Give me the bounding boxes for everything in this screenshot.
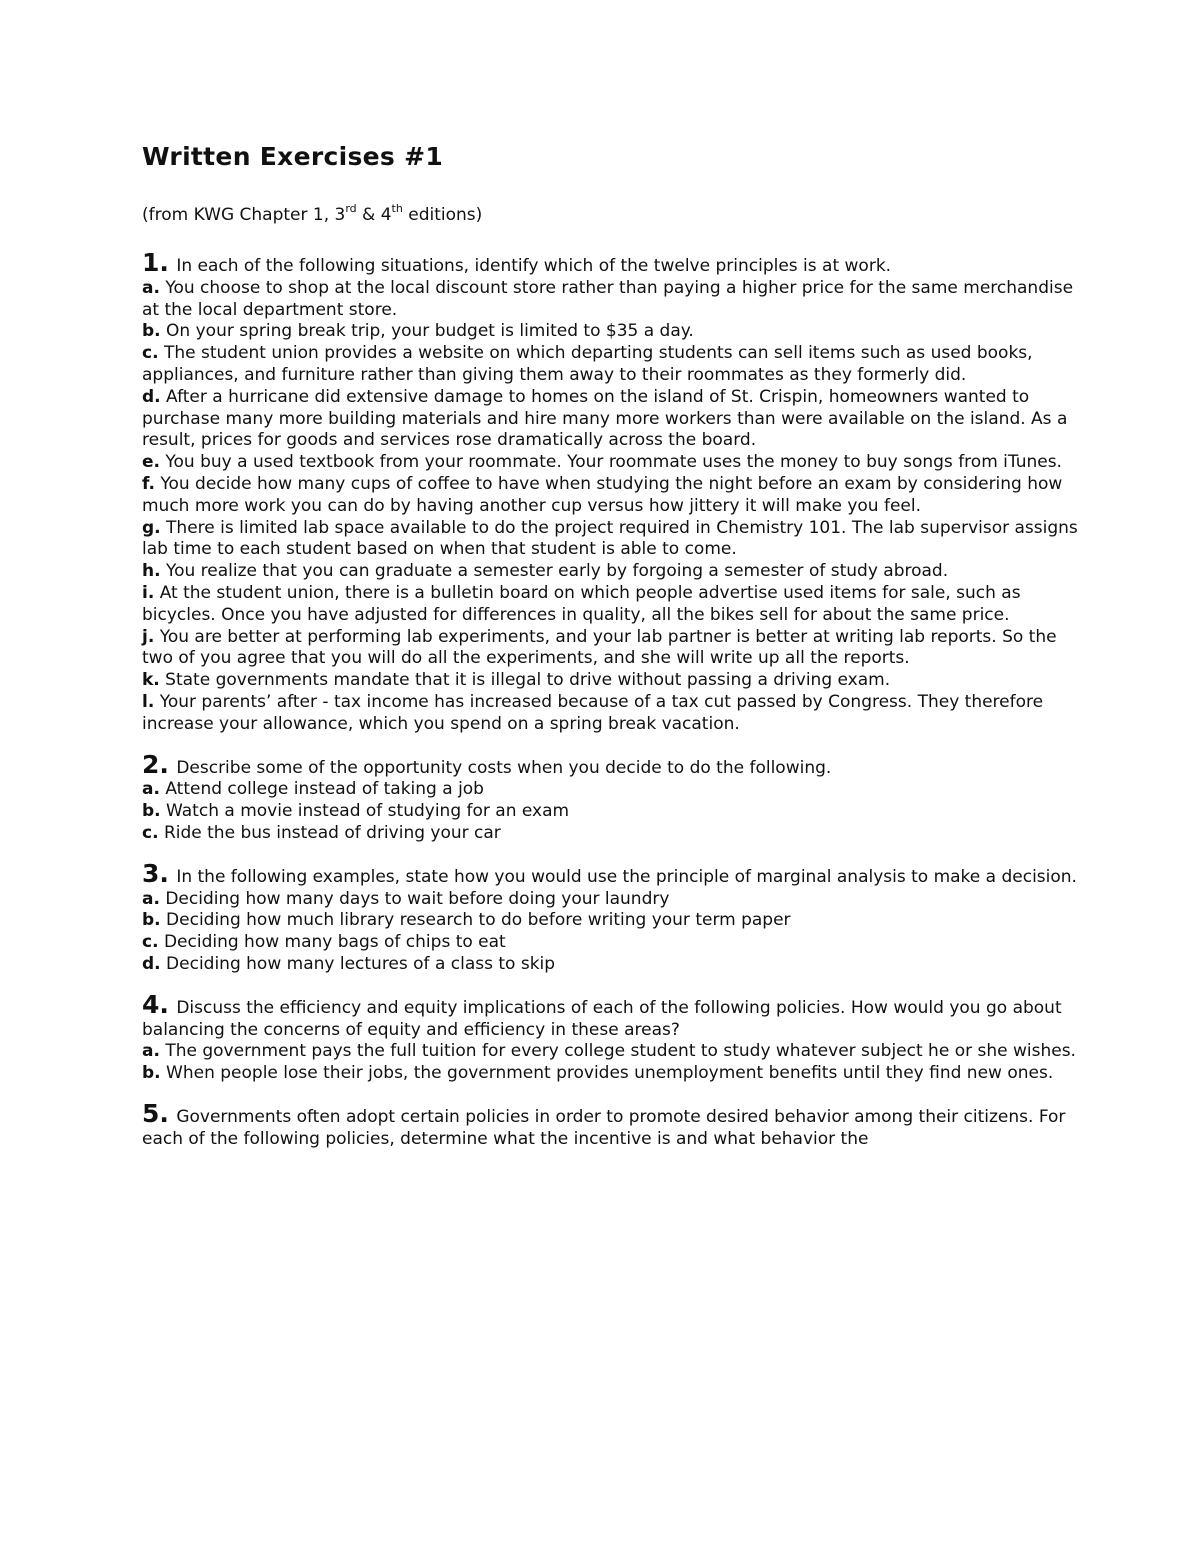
item-text: The student union provides a website on which departing students can sell items such as used books, appliances, and furniture rather than giving them away to their roommates as they formerly did. (142, 343, 1033, 385)
item-text: You decide how many cups of coffee to have when studying the night before an exam by considering how much more work you can do by having another cup versus how jittery it will make you feel. (142, 473, 1063, 516)
list-item (142, 1063, 1082, 1085)
item-letter: i. (142, 582, 155, 603)
list-item (142, 474, 1082, 518)
source-suffix: editions) (402, 205, 483, 225)
item-text: You realize that you can graduate a semester early by forgoing a semester of study abroad. (165, 561, 949, 582)
question-number: 1. (142, 248, 169, 277)
list-item (142, 321, 1082, 343)
list-item (142, 779, 1082, 801)
list-item (142, 518, 1082, 562)
question-prompt-line (142, 1098, 1082, 1151)
item-letter: k. (142, 670, 160, 691)
item-text: On your spring break trip, your budget is limited to $35 a day. (166, 321, 694, 342)
question-prompt: Describe some of the opportunity costs when you decide to do the following. (176, 757, 832, 778)
item-letter: a. (142, 277, 160, 298)
item-letter: a. (142, 1041, 160, 1062)
item-text: Attend college instead of taking a job (165, 779, 484, 800)
question-prompt: In each of the following situations, identify which of the twelve principles is at work. (176, 256, 892, 276)
question-number: 4. (142, 989, 169, 1019)
list-item (142, 583, 1082, 627)
item-letter: a. (142, 779, 160, 800)
item-letter: e. (142, 452, 160, 473)
question-4 (142, 989, 1082, 1085)
document-title: Written Exercises #1 (142, 142, 444, 171)
question-3 (142, 858, 1082, 976)
item-text: You buy a used textbook from your roommate. Your roommate uses the money to buy songs from iTunes. (165, 452, 1062, 473)
item-letter: c. (142, 343, 159, 364)
question-prompt: Discuss the efficiency and equity implications of each of the following policies. How would you go about balancing the concerns of equity and efficiency in these areas? (142, 997, 1062, 1040)
list-item (142, 452, 1082, 474)
question-prompt: Governments often adopt certain policies in order to promote desired behavior among their citizens. For each of the following policies, determine what the incentive is and what behavior the (142, 1106, 1066, 1149)
item-text: When people lose their jobs, the government provides unemployment benefits until they find new ones. (166, 1063, 1054, 1084)
list-item (142, 561, 1082, 583)
item-text: After a hurricane did extensive damage to homes on the island of St. Crispin, homeowners wanted to purchase many more building materials and hire many more workers than were available on the island. As a result, prices for goods and services rose dramatically across the board. (142, 386, 1068, 451)
item-letter: b. (142, 910, 161, 931)
question-prompt-line (142, 858, 1082, 889)
list-item (142, 801, 1082, 823)
item-letter: b. (142, 321, 161, 342)
list-item (142, 343, 1082, 387)
item-letter: f. (142, 473, 155, 494)
source-sup-th: th (391, 202, 403, 216)
question-number: 2. (142, 749, 169, 779)
item-letter: b. (142, 1063, 161, 1084)
source-middle: & 4 (356, 205, 392, 225)
list-item (142, 387, 1082, 452)
item-text: Deciding how many bags of chips to eat (163, 932, 506, 953)
item-text: At the student union, there is a bulletin board on which people advertise used items for sale, such as bicycles. Once you have adjusted for differences in quality, all the bikes sell for about the same price. (142, 582, 1021, 625)
item-letter: l. (142, 691, 155, 712)
item-text: You are better at performing lab experiments, and your lab partner is better at writing lab reports. So the two of you agree that you will do all the experiments, and she will write up all the reports. (142, 626, 1057, 669)
source-sup-rd: rd (345, 202, 357, 216)
document-page (142, 140, 1082, 1150)
list-item (142, 1041, 1082, 1063)
item-letter: a. (142, 888, 160, 909)
item-text: There is limited lab space available to do the project required in Chemistry 101. The lab supervisor assigns lab time to each student based on when that student is able to come. (142, 517, 1078, 560)
list-item (142, 692, 1082, 736)
question-prompt-line (142, 989, 1082, 1042)
source-note (142, 204, 1082, 226)
item-text: Ride the bus instead of driving your car (163, 822, 501, 843)
item-letter: j. (142, 626, 155, 647)
item-text: The government pays the full tuition for every college student to study whatever subject he or she wishes. (165, 1041, 1076, 1062)
item-letter: h. (142, 561, 161, 582)
item-letter: g. (142, 517, 161, 538)
list-item (142, 670, 1082, 692)
question-5 (142, 1098, 1082, 1151)
question-number: 3. (142, 858, 169, 888)
question-1 (142, 248, 1082, 736)
item-text: Deciding how many lectures of a class to skip (166, 953, 556, 974)
item-letter: b. (142, 801, 161, 822)
question-number: 5. (142, 1098, 169, 1128)
list-item (142, 278, 1082, 322)
item-text: Watch a movie instead of studying for an exam (166, 801, 570, 822)
list-item (142, 627, 1082, 671)
question-2 (142, 749, 1082, 845)
item-text: Deciding how many days to wait before doing your laundry (165, 888, 670, 909)
item-text: State governments mandate that it is illegal to drive without passing a driving exam. (165, 670, 891, 691)
list-item (142, 954, 1082, 976)
item-text: You choose to shop at the local discount store rather than paying a higher price for the same merchandise at the local department store. (142, 277, 1074, 320)
source-prefix: (from KWG Chapter 1, 3 (142, 205, 346, 225)
item-letter: c. (142, 822, 159, 843)
item-text: Deciding how much library research to do before writing your term paper (166, 910, 791, 931)
item-letter: d. (142, 953, 161, 974)
question-prompt: In the following examples, state how you would use the principle of marginal analysis to make a decision. (176, 866, 1077, 887)
question-list (142, 248, 1082, 1150)
list-item (142, 823, 1082, 845)
question-prompt-line (142, 749, 1082, 780)
item-letter: c. (142, 932, 159, 953)
list-item (142, 932, 1082, 954)
list-item (142, 889, 1082, 911)
question-prompt-line (142, 248, 1082, 278)
item-text: Your parents’ after - tax income has increased because of a tax cut passed by Congress. They therefore increase your allowance, which you spend on a spring break vacation. (142, 691, 1044, 734)
list-item (142, 910, 1082, 932)
item-letter: d. (142, 386, 161, 407)
